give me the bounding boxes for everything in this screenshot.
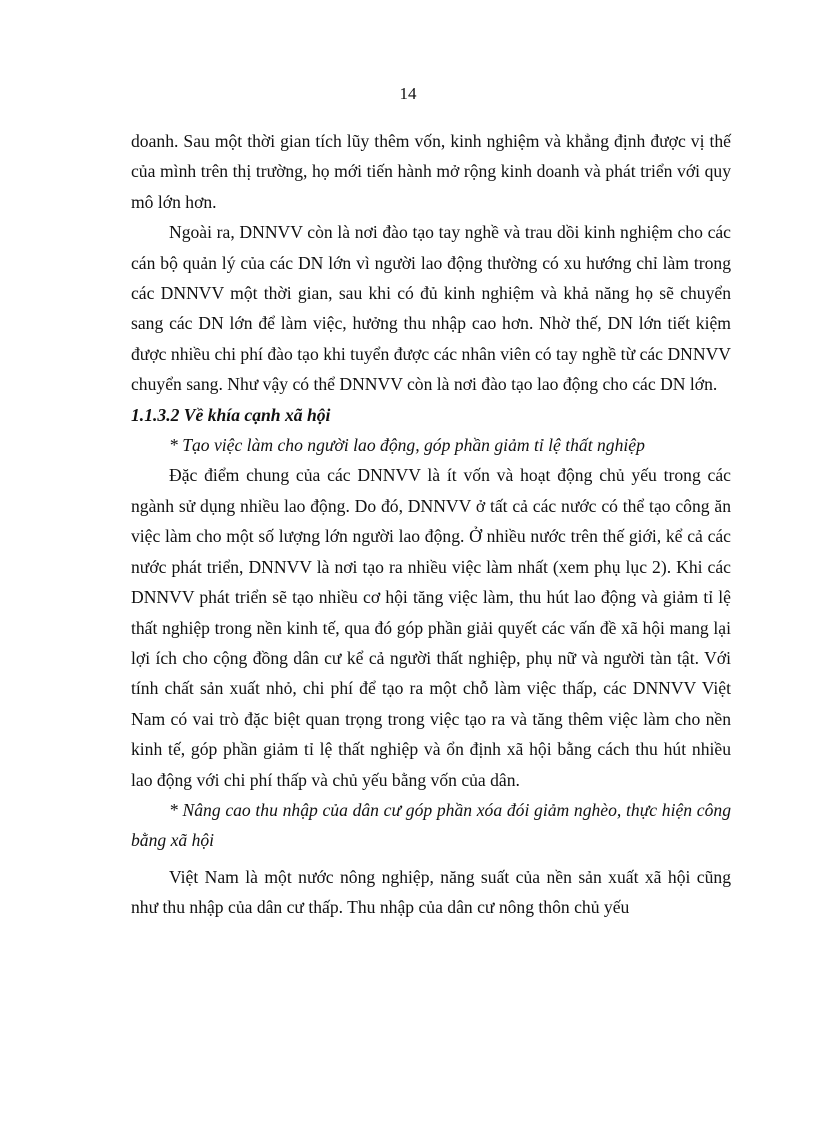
paragraph-income: Việt Nam là một nước nông nghiệp, năng suất của nền sản xuất xã hội cũng như thu nhập của dân cư thấp. Thu nhập của dân cư nông thôn chủ yếu <box>131 866 731 918</box>
subheading-income: * Nâng cao thu nhập của dân cư góp phần xóa đói giảm nghèo, thực hiện công bằng xã hội <box>131 799 731 851</box>
paragraph-training-role: Ngoài ra, DNNVV còn là nơi đào tạo tay nghề và trau dồi kinh nghiệm cho các cán bộ quản lý của các DN lớn vì người lao động thường có xu hướng chỉ làm trong các DNNVV một thời gian, sau khi có đủ kinh nghiệm và khả năng họ sẽ chuyển sang các DN lớn để làm việc, hưởng thu nhập cao hơn. Nhờ thế, DN lớn tiết kiệm được nhiều chi phí đào tạo khi tuyển được các nhân viên có tay nghề từ các DNNVV chuyển sang. Như vậy có thể DNNVV còn là nơi đào tạo lao động cho các DN lớn. <box>131 222 731 395</box>
paragraph-continuation: doanh. Sau một thời gian tích lũy thêm vốn, kinh nghiệm và khẳng định được vị thế của mình trên thị trường, họ mới tiến hành mở rộng kinh doanh và phát triển với quy mô lớn hơn. <box>131 131 731 212</box>
subheading-employment: * Tạo việc làm cho người lao động, góp phần giảm tỉ lệ thất nghiệp <box>169 435 645 456</box>
paragraph-employment: Đặc điểm chung của các DNNVV là ít vốn và hoạt động chủ yếu trong các ngành sử dụng nhiều lao động. Do đó, DNNVV ở tất cả các nước có thể tạo công ăn việc làm cho một số lượng lớn người lao động. Ở nhiều nước trên thế giới, kể cả các nước phát triển, DNNVV là nơi tạo ra nhiều việc làm nhất (xem phụ lục 2). Khi các DNNVV phát triển sẽ tạo nhiều cơ hội tăng việc làm, thu hút lao động và giảm tỉ lệ thất nghiệp trong nền kinh tế, qua đó góp phần giải quyết các vấn đề xã hội mang lại lợi ích cho cộng đồng dân cư kể cả người thất nghiệp, phụ nữ và người tàn tật. Với tính chất sản xuất nhỏ, chi phí để tạo ra một chỗ làm việc thấp, các DNNVV Việt Nam có vai trò đặc biệt quan trọng trong việc tạo ra và tăng thêm việc làm cho nền kinh tế, góp phần giảm tỉ lệ thất nghiệp và ổn định xã hội bằng cách thu hút nhiều lao động với chi phí thấp và chủ yếu bằng vốn của dân. <box>131 465 731 790</box>
page-number: 14 <box>399 84 417 103</box>
section-heading: 1.1.3.2 Về khía cạnh xã hội <box>131 404 331 425</box>
document-body <box>131 126 731 923</box>
